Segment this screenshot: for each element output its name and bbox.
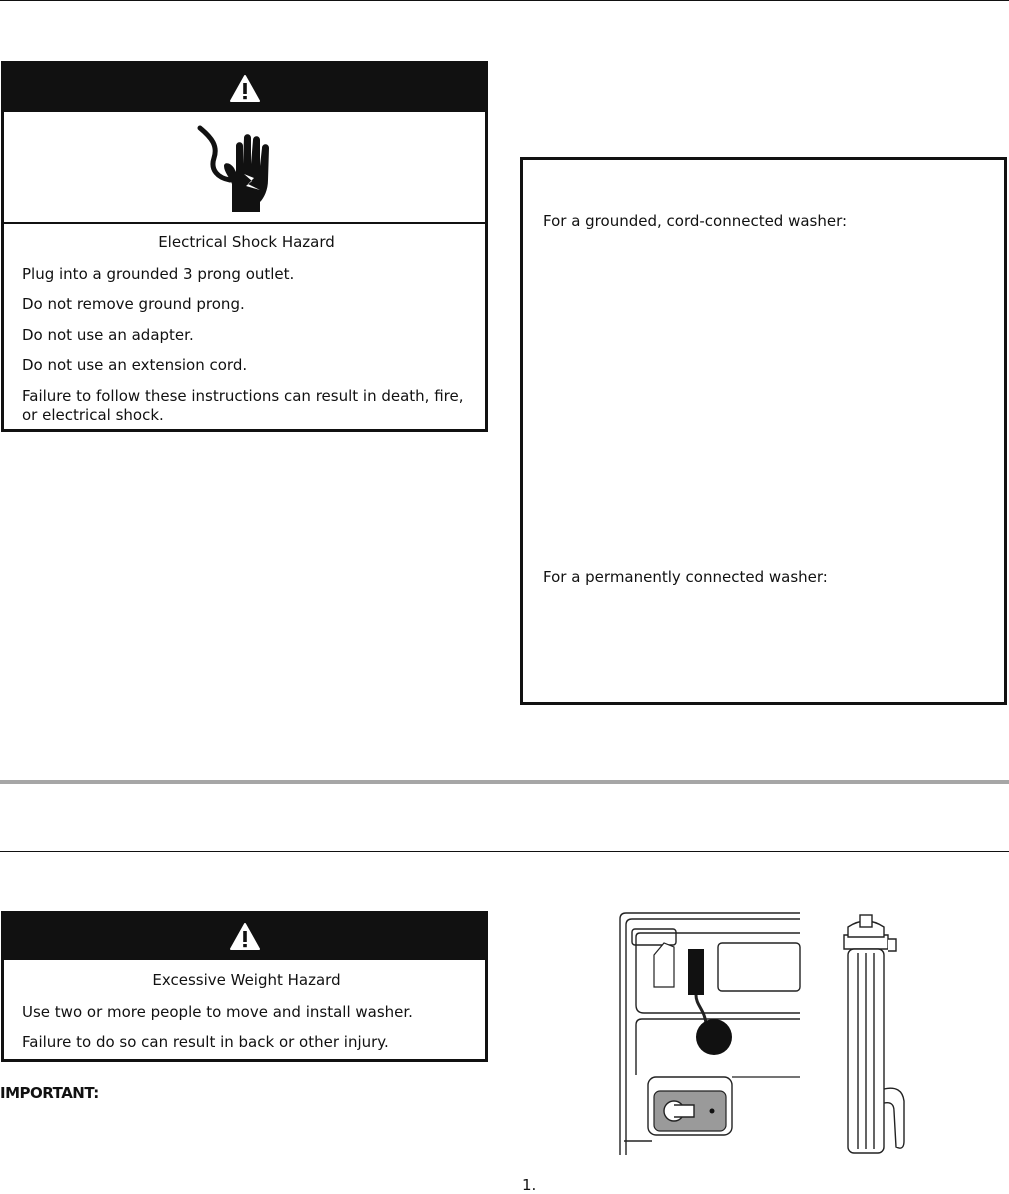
washer-back-illustration (612, 905, 942, 1165)
hose-bracket (688, 949, 704, 995)
warning-line: Do not remove ground prong. (22, 295, 245, 313)
important-label: IMPORTANT: (0, 1084, 99, 1102)
warning-line: Plug into a grounded 3 prong outlet. (22, 264, 295, 283)
warning-header-bar (4, 64, 485, 112)
warning-line: Use two or more people to move and install washer. (22, 1002, 413, 1021)
warning-triangle-icon (229, 922, 261, 951)
section-divider (0, 780, 1009, 784)
section-rule (0, 851, 1009, 852)
weight-warning-text (4, 958, 485, 1053)
warning-line: Do not use an extension cord. (22, 356, 248, 374)
hose-coil (844, 915, 904, 1153)
drain-outlet (696, 1019, 732, 1055)
electrical-warning-box (1, 61, 488, 432)
top-rule (0, 0, 1009, 1)
hazard-title: Excessive Weight Hazard (152, 971, 341, 989)
permanent-connected-label: For a permanently connected washer: (543, 568, 828, 586)
warning-triangle-icon (229, 74, 261, 103)
access-plate (648, 1077, 732, 1135)
warning-line: Do not use an adapter. (22, 325, 194, 344)
weight-warning-box (1, 911, 488, 1062)
cord-connected-label: For a grounded, cord-connected washer: (543, 212, 848, 230)
grounding-instructions-box (520, 157, 1007, 705)
electric-shock-hand-icon (194, 124, 282, 216)
shock-icon-area (4, 112, 485, 224)
warning-line: Failure to follow these instructions can result in death, fire, or electrical shock. (22, 386, 464, 424)
warning-line: Failure to do so can result in back or other injury. (22, 1033, 389, 1051)
warning-header-bar (4, 914, 485, 958)
hazard-title: Electrical Shock Hazard (158, 233, 335, 251)
step-number: 1. (522, 1176, 537, 1194)
label-sticker (654, 943, 674, 987)
electrical-warning-text (4, 224, 485, 426)
